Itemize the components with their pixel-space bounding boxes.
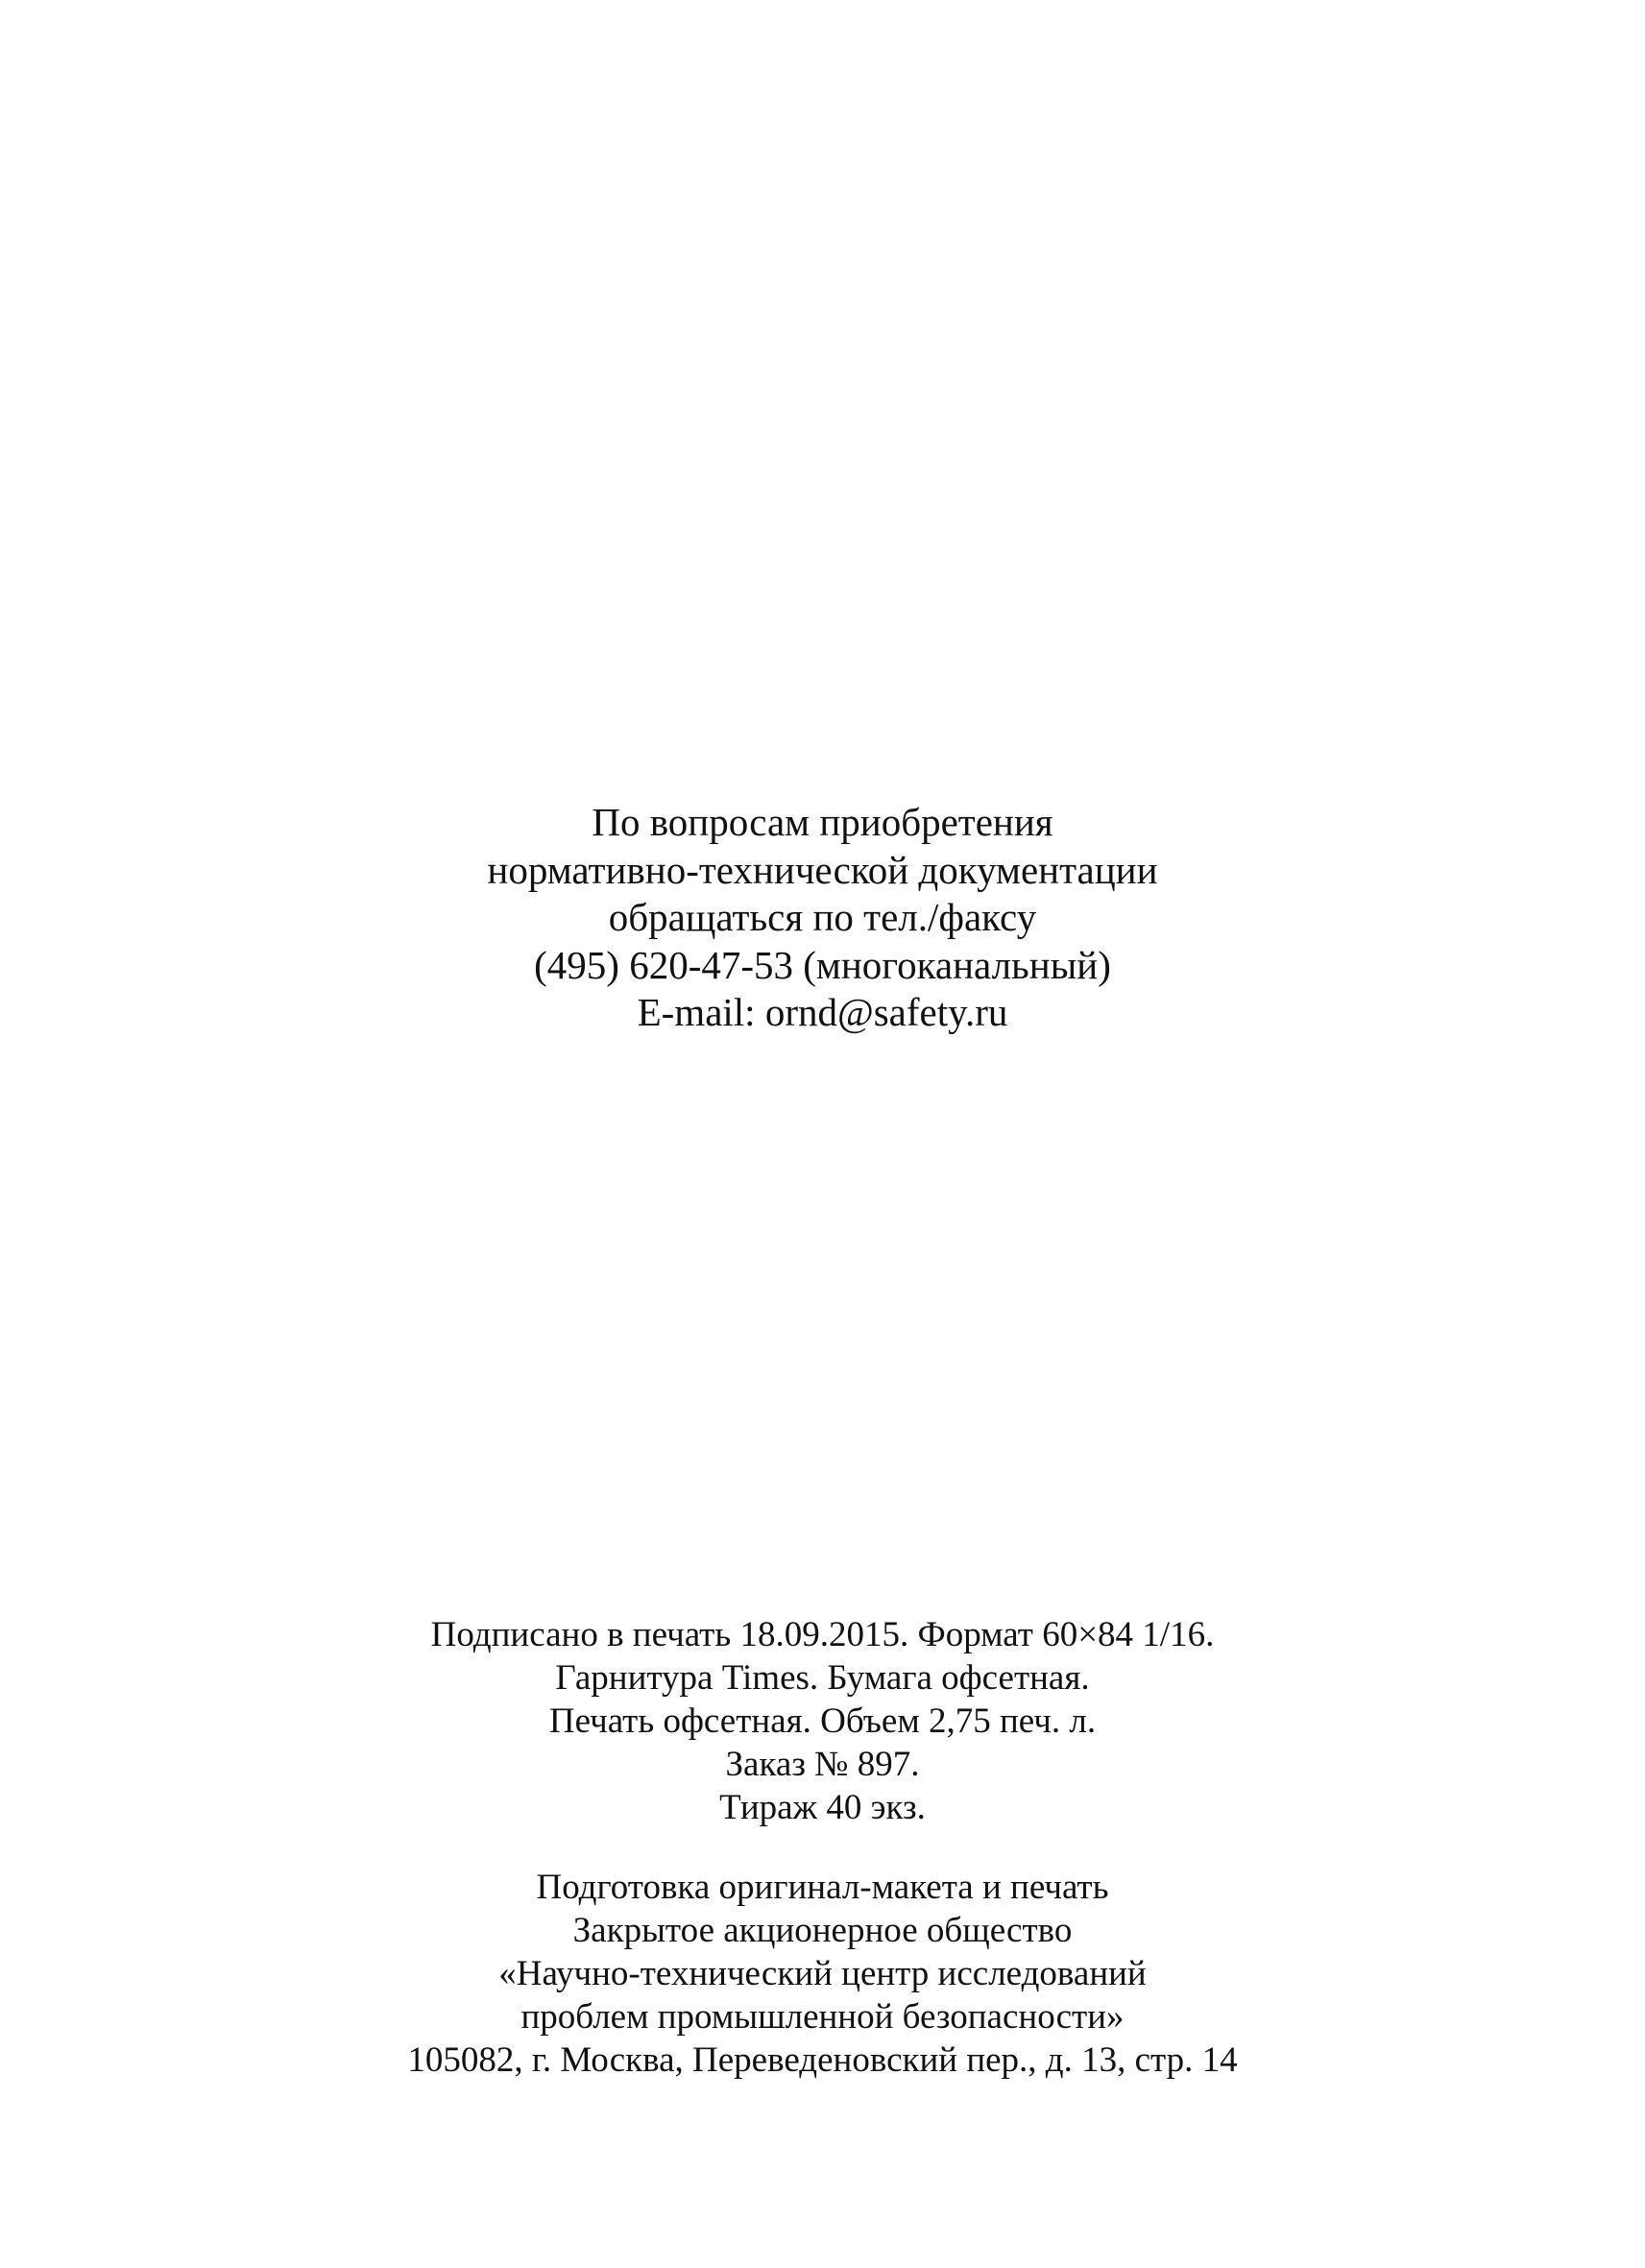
imprint-line-order-number: Заказ № 897. <box>725 1745 920 1784</box>
printer-line-company-type: Закрытое акционерное общество <box>572 1911 1073 1950</box>
imprint-line-typeface-paper: Гарнитура Times. Бумага офсетная. <box>555 1658 1090 1698</box>
imprint-line-signed-format: Подписано в печать 18.09.2015. Формат 60×84 1/16. <box>430 1615 1215 1654</box>
contact-line-documentation: нормативно-технической документации <box>487 847 1158 892</box>
printer-line-company-name-1: «Научно-технический центр исследований <box>498 1954 1147 1993</box>
printer-line-address: 105082, г. Москва, Переведеновский пер., д. 13, стр. 14 <box>407 2040 1238 2080</box>
printer-line-company-name-2: проблем промышленной безопасности» <box>520 1997 1125 2037</box>
imprint-line-print-volume: Печать офсетная. Объем 2,75 печ. л. <box>548 1701 1097 1741</box>
contact-line-purchase: По вопросам приобретения <box>592 800 1053 844</box>
contact-line-email: E-mail: ornd@safety.ru <box>637 990 1008 1034</box>
printer-line-preparation: Подготовка оригинал-макета и печать <box>536 1868 1109 1907</box>
printer-info-block <box>0 1866 1645 2082</box>
contact-line-phone-fax-label: обращаться по тел./факсу <box>608 895 1037 939</box>
imprint-block <box>0 1613 1645 1829</box>
contact-info-block <box>0 799 1645 1037</box>
imprint-line-print-run: Тираж 40 экз. <box>719 1788 926 1827</box>
contact-line-phone-number: (495) 620-47-53 (многоканальный) <box>534 942 1111 987</box>
